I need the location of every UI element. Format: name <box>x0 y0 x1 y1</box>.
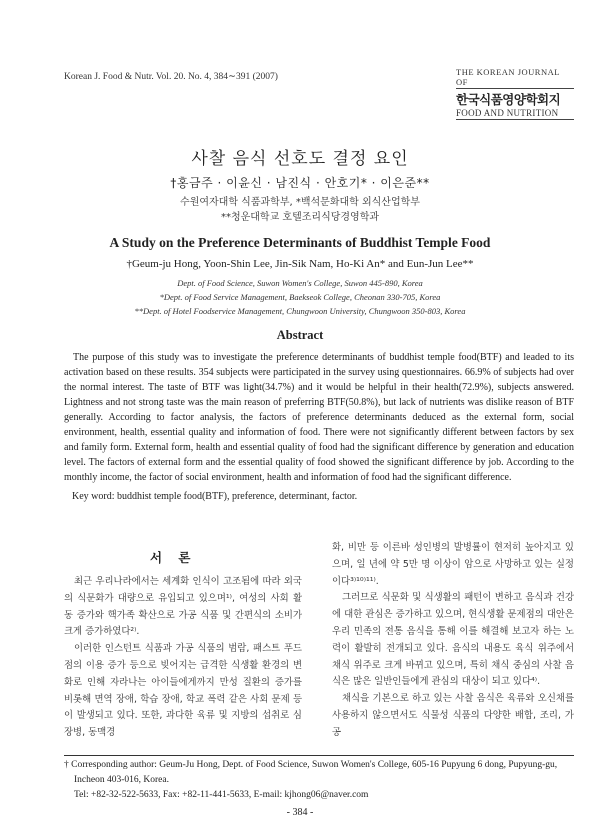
page-number: - 384 - <box>286 807 314 818</box>
authors-korean: †홍금주 · 이윤신 · 남진식 · 안호기* · 이은준** <box>170 176 430 190</box>
affiliation-english-2: *Dept. of Food Service Management, Baekseok College, Cheonan 330-705, Korea <box>159 292 441 302</box>
abstract-heading: Abstract <box>276 328 324 342</box>
paragraph: 이러한 인스턴트 식품과 가공 식품의 범람, 패스트 푸드점의 이용 증가 등으로 빚어지는 급격한 식생활 환경의 변화로 인해 자라나는 아이들에게까지 만성 질환의 증가를 비롯해 면역 장애, 학습 장애, 학교 폭력 같은 사회 문제 등이 발생되고 있다. 또한, 과다한 육류 및 지방의 섭취로 심장병, 동맥경 <box>64 643 302 739</box>
journal-name-line1: THE KOREAN JOURNAL OF <box>456 67 574 89</box>
paragraph: 그러므로 식문화 및 식생활의 패턴이 변하고 음식과 건강에 대한 관심은 증가하고 있으며, 현식생활 문제점의 대안은 우리 민족의 전통 음식을 통해 이를 해결해 보고자 하는 노력이 활발히 전개되고 있다. 음식의 내용도 육식 위주에서 채식 위주로 크게 바뀌고 있으며, 특히 채식 중심의 사찰 음식은 많은 일반인들에게 관심의 대상이 되고 있다⁴⁾. <box>332 592 574 688</box>
affiliation-korean-1: 수원여자대학 식품과학부, *백석문화대학 외식산업학부 <box>180 197 420 208</box>
footnote-line-3: Tel: +82-32-522-5633, Fax: +82-11-441-5633, E-mail: kjhong06@naver.com <box>74 790 369 800</box>
paragraph: 최근 우리나라에서는 세계화 인식이 고조됨에 따라 외국의 식문화가 대량으로 유입되고 있으며¹⁾, 여성의 사회 활동 증가와 핵가족 확산으로 가공 식품 및 간편식의 소비가 크게 증가하였다²⁾. <box>64 576 302 638</box>
citation: Korean J. Food & Nutr. Vol. 20. No. 4, 384∼391 (2007) <box>64 72 278 82</box>
keywords: Key word: buddhist temple food(BTF), preference, determinant, factor. <box>72 491 358 502</box>
paragraph: 화, 비만 등 이른바 성인병의 발병률이 현저히 높아지고 있으며, 일 년에 약 5만 명 이상이 암으로 사망하고 있는 실정이다³⁾¹⁰⁾¹¹⁾. <box>332 542 574 587</box>
title-english: A Study on the Preference Determinants of Buddhist Temple Food <box>109 235 491 250</box>
paragraph: 채식을 기본으로 하고 있는 사찰 음식은 육류와 오신채를 사용하지 않으면서도 식물성 식품의 다양한 배합, 조리, 가공 <box>332 693 574 738</box>
footnote-line-2: Incheon 403-016, Korea. <box>74 775 169 785</box>
title-korean: 사찰 음식 선호도 결정 요인 <box>191 149 409 169</box>
abstract-body: The purpose of this study was to investigate the preference determinants of buddhist temple food(BTF) and leaded to its activation based on these results. 354 subjects were participated in the survey using questionnaires. 66.9% of subjects had over the normal interest. The taste of BTF was light(34.7%) and it would be helpful in their health(72.9%), subjects answered. Lightness and not strong taste was the main reason of preferring BTF(50.8%), but lack of nutrients was dislike reason of BTF generally. According to factor analysis, the factors of preference determinants deduced as the external form, social environment, health, essential quality and information of food. There were not significantly different between factors by sex and family form. External form, health and essential quality of food had the significant difference by generation and education level. The factors of external form and the essential quality of food showed the significant difference by job. According to the monthly income, the factor of social environment, health and information of food had the significant difference. <box>64 352 574 483</box>
affiliation-korean-2: **청운대학교 호텔조리식당경영학과 <box>220 212 380 223</box>
footnote <box>64 758 579 803</box>
authors-english: †Geum-ju Hong, Yoon-Shin Lee, Jin-Sik Nam, Ho-Ki An* and Eun-Jun Lee** <box>126 258 474 270</box>
section-heading-introduction: 서 론 <box>150 550 197 565</box>
journal-logo <box>456 67 574 120</box>
journal-name-korean: 한국식품영양학회지 <box>456 92 561 107</box>
body-column-right <box>332 540 574 742</box>
footnote-divider <box>64 755 574 756</box>
footnote-line-1: † Corresponding author: Geum-Ju Hong, Dept. of Food Science, Suwon Women's College, 605-16 Pupyung 6 dong, Pupyung-gu, <box>64 760 558 770</box>
affiliation-english-1: Dept. of Food Science, Suwon Women's College, Suwon 445-890, Korea <box>177 278 423 288</box>
journal-name-line3: FOOD AND NUTRITION <box>456 108 559 118</box>
affiliation-english-3: **Dept. of Hotel Foodservice Management, Chungwoon University, Chungwoon 350-803, Korea <box>134 306 466 316</box>
body-column-left <box>64 574 302 742</box>
